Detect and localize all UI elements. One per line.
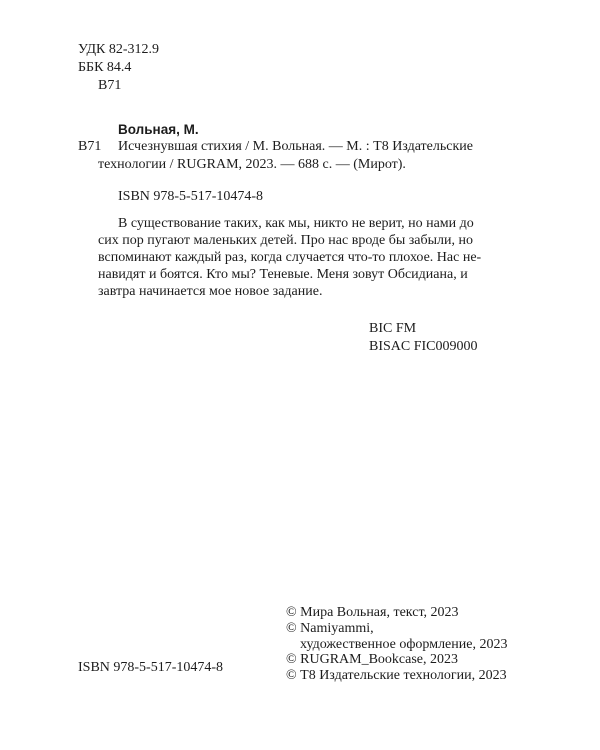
- annotation-line-3: вспоминают каждый раз, когда случается что-то плохое. Нас не-: [98, 250, 482, 265]
- entry-mark: В71: [78, 139, 102, 154]
- annotation-line-1: В существование таких, как мы, никто не верит, но нами до: [118, 216, 474, 231]
- bibliographic-line-1: Исчезнувшая стихия / М. Вольная. — М. : Т8 Издательские: [118, 139, 473, 154]
- udk-code: УДК 82-312.9: [78, 42, 160, 57]
- entry-isbn: ISBN 978-5-517-10474-8: [118, 189, 264, 204]
- bibliographic-line-2: технологии / RUGRAM, 2023. — 688 с. — (Мирот).: [98, 157, 406, 172]
- bbk-code: ББК 84.4: [78, 60, 132, 75]
- annotation-line-5: завтра начинается мое новое задание.: [98, 284, 323, 299]
- copyright-publisher: © Т8 Издательские технологии, 2023: [286, 668, 507, 683]
- annotation-line-4: навидят и боятся. Кто мы? Теневые. Меня зовут Обсидиана, и: [98, 267, 468, 282]
- bic-code: BIC FM: [369, 321, 417, 336]
- copyright-rugram: © RUGRAM_Bookcase, 2023: [286, 652, 459, 667]
- copyright-illustrator-role: художественное оформление, 2023: [300, 637, 508, 652]
- copyright-illustrator: © Namiyammi,: [286, 621, 374, 636]
- author-mark: В71: [98, 78, 122, 93]
- annotation-line-2: сих пор пугают маленьких детей. Про нас вроде бы забыли, но: [98, 233, 474, 248]
- copyright-author: © Мира Вольная, текст, 2023: [286, 605, 459, 620]
- bisac-code: BISAC FIC009000: [369, 339, 478, 354]
- author-heading: Вольная, М.: [118, 122, 199, 137]
- footer-isbn: ISBN 978-5-517-10474-8: [78, 660, 224, 675]
